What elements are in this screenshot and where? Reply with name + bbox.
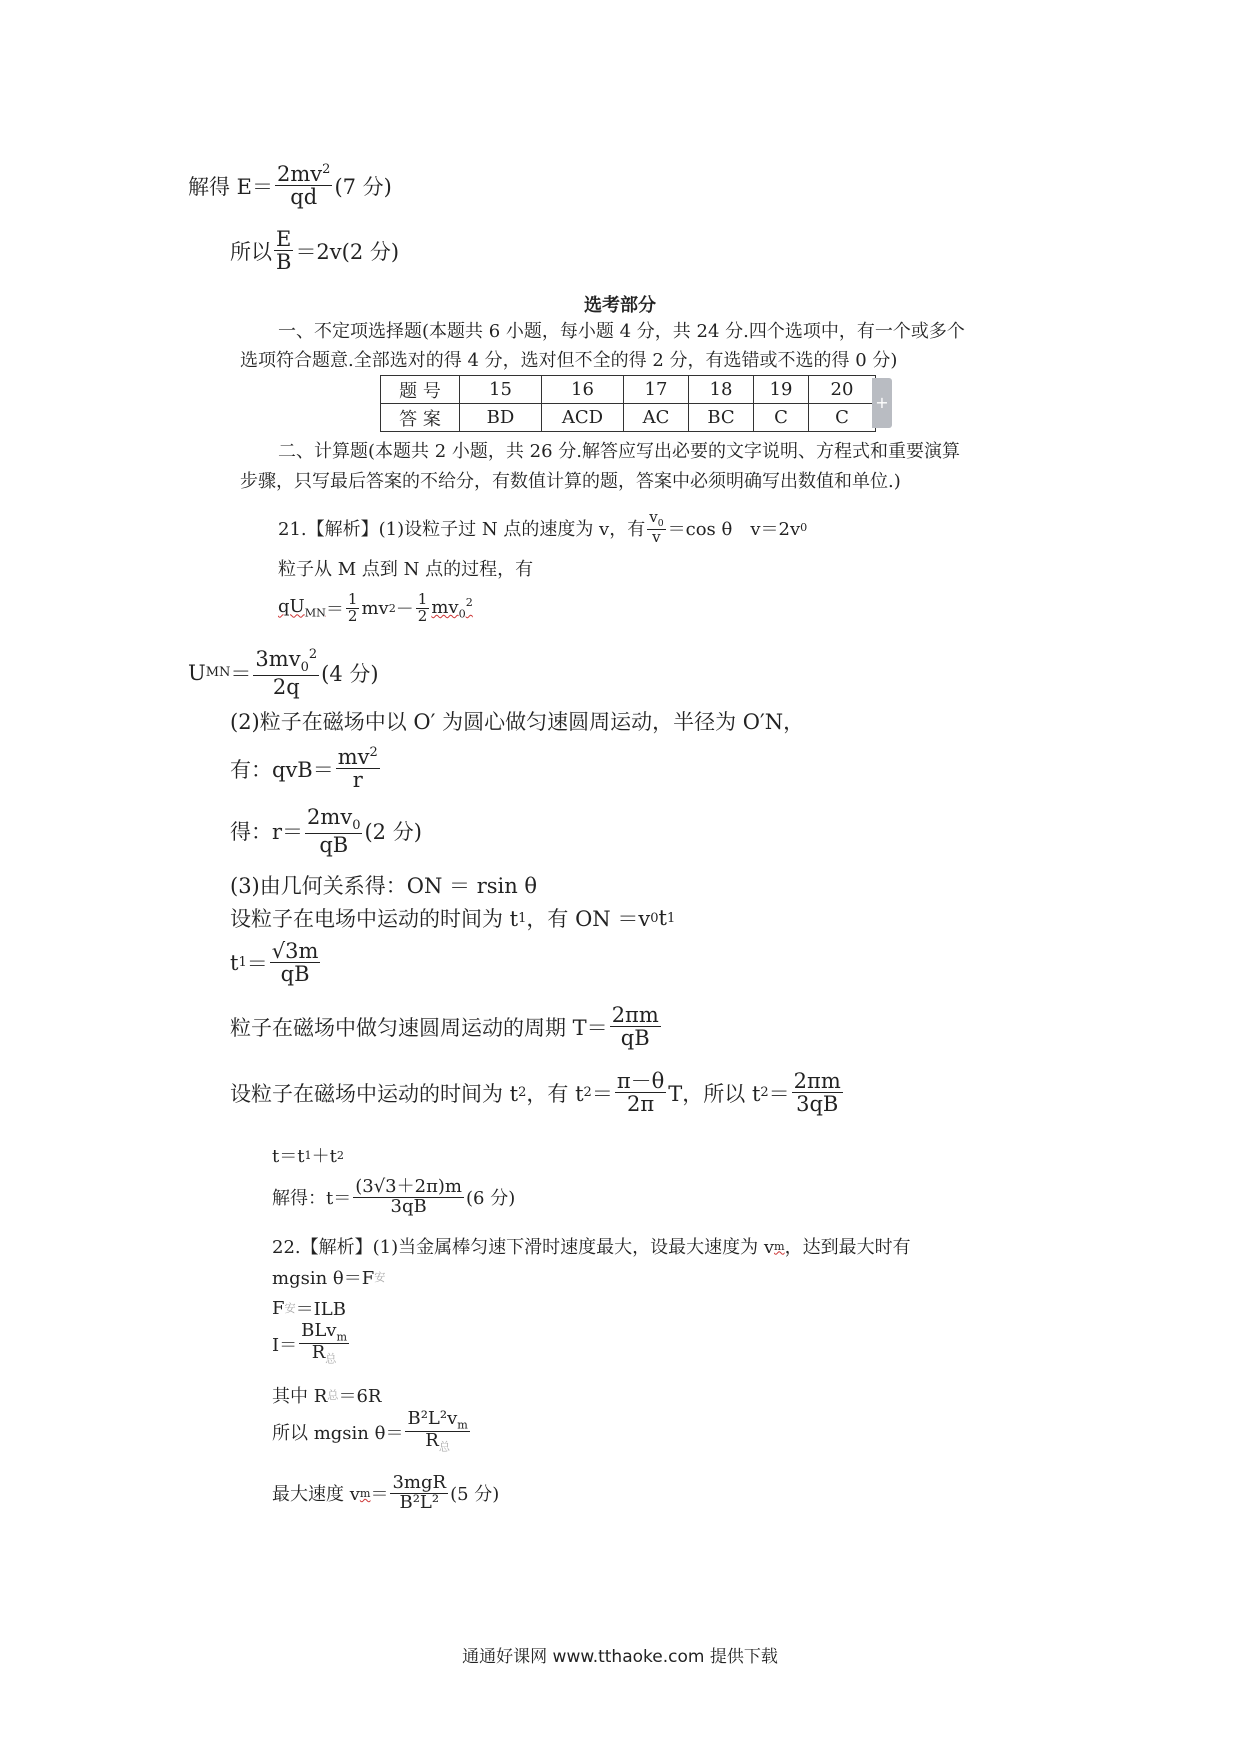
mv0-sub: 0 [458,607,466,621]
force-line [230,746,382,791]
table-row-answers [381,404,876,432]
E-fraction [275,163,332,208]
expand-tab-icon[interactable]: + [872,378,892,428]
final-score: (6 分) [466,1188,516,1210]
q21-intro-text: 21.【解析】(1)设粒子过 N 点的速度为 v，有 [278,518,646,540]
t2-after-sub: 2 [760,1085,769,1101]
eq5-num: B²L²v [407,1408,458,1429]
umn-num-sup: 2 [308,647,318,662]
p2-text: (2)粒子在磁场中以 O′ 为圆心做匀速圆周运动，半径为 O′N， [230,710,805,734]
t2-frac-den: 2π [626,1092,655,1117]
mv2-term: mv [361,597,389,619]
cos-fraction [647,510,665,546]
eq3-den: R [311,1342,326,1364]
q22-eq2 [272,1295,346,1321]
t2-mid-sub: 2 [583,1085,592,1101]
eq1-text: mgsin θ＝F [272,1268,375,1289]
t1-lhs-sub: 1 [238,955,247,971]
t2-res-den: 3qB [796,1092,839,1117]
period-num: 2πm [611,1003,659,1027]
eq6-score: (5 分) [450,1484,500,1506]
table-cell: BC [689,404,754,432]
eq6-prefix: 最大速度 v [272,1484,360,1506]
part1-line1: 一、不定项选择题(本题共 6 小题，每小题 4 分，共 24 分.四个选项中，有一个或多个 [278,321,965,342]
cos-rest-sub: 0 [800,521,808,535]
period-fraction [610,1004,661,1049]
half-num: 1 [417,590,428,608]
umn-num: 3mv [255,647,301,671]
ratio-prefix: 所以 [230,239,272,264]
q22-eq4 [272,1382,381,1408]
E-num: 2mv [277,162,323,186]
q22-intro-sub: m [774,1239,785,1253]
cos-num: v [649,508,658,526]
p3-text: (3)由几何关系得：ON ＝ rsin θ [230,874,538,898]
period-prefix: 粒子在磁场中做匀速圆周运动的周期 T＝ [230,1015,608,1040]
t1-line: t 1 ＝ $\frac{√3m}{qB}$ [230,939,319,987]
solve-E-line [188,163,392,208]
q22-eq1 [272,1264,385,1290]
t1-fraction [270,940,321,985]
table-cell: 19 [754,376,809,404]
umn-den: 2q [272,674,300,699]
t2-sub: 2 [518,1085,527,1101]
t2-after-eq: ＝ [768,1081,790,1106]
t1-text-sub: 1 [518,910,527,926]
period-den: qB [620,1026,650,1051]
footer-download-notice: 通通好课网 www.tthaoke.com 提供下载 [462,1647,778,1667]
t2-line [230,1070,845,1115]
r-score: (2 分) [364,819,422,844]
sum-sub1: 1 [304,1148,312,1162]
part1-line2: 选项符合题意.全部选对的得 4 分，选对但不全的得 2 分，有选错或不选的得 0 分) [240,350,898,371]
q22-intro-text: 22.【解析】(1)当金属棒匀速下滑时速度最大，设最大速度为 v [272,1237,775,1258]
r-num: 2mv [307,805,353,829]
force-den: r [352,768,363,793]
umn-score: (4 分) [321,661,379,686]
table-row-numbers [381,376,876,404]
umn-line: U MN ＝ $\frac{3mv_0^2}{2q}$ (4 分) [188,647,379,699]
ratio-den: B [276,250,292,275]
part2-line2: 步骤，只写最后答案的不给分，有数值计算的题，答案中必须明确写出数值和单位.) [240,471,901,492]
eq3-den-sub: 总 [325,1352,337,1366]
ratio-fraction [274,228,293,273]
force-num-sup: 2 [369,745,378,760]
eq4-sub: 总 [327,1389,339,1402]
section-title: 选考部分 [584,295,656,316]
eq5-den: R [425,1430,439,1452]
t2-after: T，所以 t [668,1081,761,1106]
eq3-prefix: I＝ [272,1334,298,1356]
sum-plus: ＋t [311,1146,337,1167]
t2-prefix: 设粒子在磁场中运动的时间为 t [230,1081,519,1106]
final-den: 3qB [390,1195,427,1217]
r-den: qB [319,832,349,857]
eq5-den-sub: 总 [438,1440,451,1454]
energy-eq-line [278,592,473,625]
q22-eq5 [272,1410,472,1454]
mv0-sup: 2 [465,595,473,609]
cos-rest: ＝cos θ v＝2v [667,518,801,540]
eq6-num: 3mgR [392,1472,447,1493]
t1-text-t: t [658,906,667,930]
eq2-b: ＝ILB [295,1299,346,1320]
sum-sub2: 2 [336,1148,344,1162]
energy-lhs-sub: MN [304,607,326,621]
half-num: 1 [347,590,358,608]
eq5-fraction [405,1410,469,1454]
eq3-num: BLv [301,1320,337,1341]
t1-text-rest: ，有 ON ＝v [526,907,651,931]
table-cell: C [754,404,809,432]
cos-den: v [652,527,661,546]
q21-process: 粒子从 M 点到 N 点的过程，有 [278,559,534,580]
eq4-b: ＝6R [338,1386,382,1407]
E-den: qd [290,185,318,210]
q21-intro [278,510,807,546]
solve-E-score: (7 分) [334,174,392,199]
umn-num-sub: 0 [300,660,309,676]
t1-text [230,903,675,933]
eq6-fraction [390,1474,448,1513]
t1-den: qB [280,962,310,987]
part2-line1: 二、计算题(本题共 2 小题，共 26 分.解答应写出必要的文字说明、方程式和重要演算 [278,441,960,462]
answer-table [380,375,876,432]
force-num: mv [337,745,370,769]
eq6-eq: ＝ [370,1484,389,1506]
sum-line [272,1142,344,1168]
force-prefix: 有：qvB＝ [230,757,334,782]
t2-res-num: 2πm [793,1069,841,1093]
eq3-fraction [299,1322,349,1366]
q22-intro [272,1233,911,1259]
eq2-sub: 安 [284,1302,296,1315]
q22-intro-rest: ，达到最大时有 [784,1237,911,1258]
eq3-num-sub: m [336,1330,348,1344]
ratio-num: E [276,227,292,251]
table-cell-label: 题 号 [381,376,460,404]
half-den: 2 [347,606,358,625]
mv0-term: mv [431,596,459,618]
eq6-den: B²L² [399,1491,440,1513]
eq6-prefix-sub: m [359,1486,371,1500]
table-cell: C [809,404,876,432]
t2-fraction [615,1070,666,1115]
ratio-line [230,228,399,273]
q22-eq3 [272,1322,351,1366]
energy-lhs: qU [278,596,305,618]
eq2-a: F [272,1297,285,1319]
half-fraction [346,592,360,625]
table-cell: 20 [809,376,876,404]
final-prefix: 解得：t＝ [272,1188,352,1210]
r-fraction [305,806,362,856]
period-line [230,1004,663,1049]
cos-num-sub: 0 [657,518,664,529]
t1-num: √3m [271,939,319,963]
umn-fraction [253,648,319,698]
eq5-prefix: 所以 mgsin θ＝ [272,1422,404,1444]
table-cell: 15 [460,376,542,404]
umn-lhs: U [188,660,206,685]
minus-sign: － [395,599,414,621]
r-num-sub: 0 [352,818,361,834]
table-cell: 16 [542,376,624,404]
t2-result-fraction [792,1070,843,1115]
table-cell: ACD [542,404,624,432]
r-line [230,806,422,856]
t1-text-v0: 0 [650,910,659,926]
mv2-sup: 2 [388,601,396,615]
table-cell: AC [624,404,689,432]
ratio-suffix: ＝2v(2 分) [295,239,400,264]
half-fraction [416,592,430,625]
t2-eq: ＝ [591,1081,613,1106]
r-prefix: 得：r＝ [230,819,304,844]
t1-text-t-sub: 1 [666,910,676,926]
solve-E-prefix: 解得 E＝ [188,174,274,199]
q22-eq6 [272,1474,499,1513]
final-line [272,1178,515,1217]
final-fraction [353,1178,464,1217]
table-cell: BD [460,404,542,432]
t2-frac-num: π－θ [616,1069,665,1093]
half-den: 2 [417,606,428,625]
table-cell: 17 [624,376,689,404]
energy-eq: ＝ [325,599,344,621]
eq5-num-sub: m [457,1418,468,1432]
final-num: (3√3＋2π)m [355,1176,463,1197]
t2-mid: ，有 t [526,1081,584,1106]
umn-lhs-sub: MN [205,665,231,681]
eq4-a: 其中 R [272,1386,328,1407]
sum-text: t＝t [272,1146,305,1167]
table-cell-label: 答 案 [381,404,460,432]
t1-lhs: t [230,950,239,975]
eq1-sub: 安 [374,1271,386,1284]
table-cell: 18 [689,376,754,404]
E-num-sup: 2 [322,162,331,177]
force-fraction [336,746,380,791]
t1-text-a: 设粒子在电场中运动的时间为 t [230,907,519,931]
